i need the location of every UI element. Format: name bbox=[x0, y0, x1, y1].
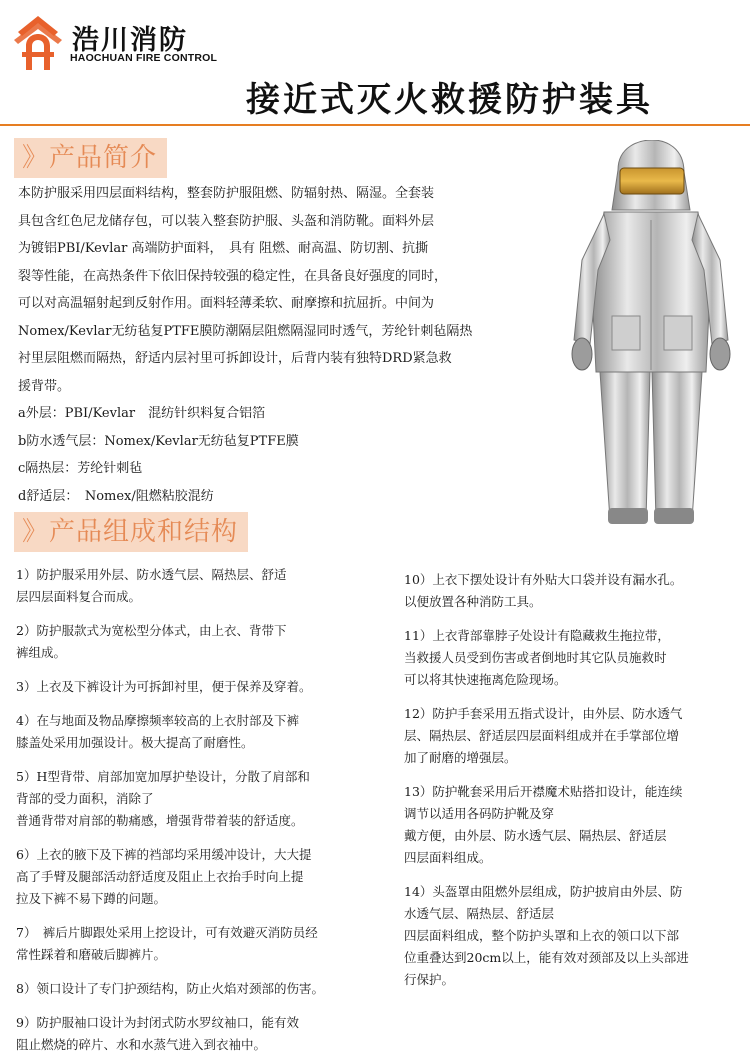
structure-item-line: 可以将其快速拖离危险现场。 bbox=[404, 672, 567, 687]
intro-line: 为镀铝PBI/Kevlar 高端防护面料， 具有 阻燃、耐高温、防切割、抗撕 bbox=[18, 241, 429, 256]
structure-item-line: 四层面料组成，整个防护头罩和上衣的领口以下部 bbox=[404, 928, 680, 943]
structure-item-line: 四层面料组成。 bbox=[404, 850, 492, 865]
intro-line: 具包含红色尼龙储存包，可以装入整套防护服、头盔和消防靴。面料外层 bbox=[18, 213, 435, 229]
structure-item-line: 4）在与地面及物品摩擦频率较高的上衣肘部及下裤 bbox=[16, 713, 299, 728]
structure-item-line: 8）领口设计了专门护颈结构，防止火焰对颈部的伤害。 bbox=[16, 981, 324, 996]
structure-item-line: 调节以适用各码防护靴及穿 bbox=[404, 806, 555, 821]
structure-item-line: 以便放置各种消防工具。 bbox=[404, 594, 542, 609]
brand-name-cn: 浩川消防 bbox=[72, 25, 188, 56]
material-membrane: b防水透气层：Nomex/Kevlar无纺毡复PTFE膜 bbox=[18, 433, 299, 449]
structure-item-line: 水透气层、隔热层、舒适层 bbox=[404, 906, 555, 921]
structure-item-line: 14）头盔罩由阻燃外层组成，防护披肩由外层、防 bbox=[404, 884, 683, 899]
structure-item-line: 11）上衣背部靠脖子处设计有隐藏救生拖拉带， bbox=[404, 628, 670, 643]
structure-item-line: 位重叠达到20cm以上，能有效对颈部及以上头部进 bbox=[404, 950, 689, 965]
intro-line: 衬里层阻燃而隔热，舒适内层衬里可拆卸设计，后背内装有独特DRD紧急救 bbox=[18, 351, 452, 366]
structure-item-line: 拉及下裤不易下蹲的问题。 bbox=[16, 891, 167, 906]
structure-item-line: 背部的受力面积，消除了 bbox=[16, 791, 154, 806]
protective-suit-image bbox=[560, 140, 740, 528]
intro-line: Nomex/Kevlar无纺毡复PTFE膜防潮隔层阻燃隔湿同时透气，芳纶针刺毡隔热 bbox=[18, 323, 473, 339]
intro-line: 本防护服采用四层面料结构，整套防护服阻燃、防辐射热、隔湿。全套装 bbox=[18, 186, 435, 201]
structure-item-line: 高了手臂及腿部活动舒适度及阻止上衣抬手时向上提 bbox=[16, 869, 304, 884]
structure-item-line: 行保护。 bbox=[404, 972, 455, 987]
flame-logo-icon bbox=[12, 12, 64, 72]
structure-item-line: 7） 裤后片脚跟处采用上挖设计，可有效避灭消防员经 bbox=[16, 925, 318, 940]
structure-item-line: 12）防护手套采用五指式设计，由外层、防水透气 bbox=[404, 706, 683, 721]
structure-item-line: 当救援人员受到伤害或者倒地时其它队员施救时 bbox=[404, 650, 667, 665]
structure-item-line: 1）防护服采用外层、防水透气层、隔热层、舒适 bbox=[16, 567, 287, 582]
material-insulation: c隔热层：芳纶针刺毡 bbox=[18, 461, 143, 476]
structure-item-line: 普通背带对肩部的勒痛感，增强背带着装的舒适度。 bbox=[16, 813, 304, 828]
structure-item-line: 膝盖处采用加强设计。极大提高了耐磨性。 bbox=[16, 735, 254, 750]
intro-body bbox=[18, 180, 472, 510]
intro-line: 援背带。 bbox=[18, 378, 71, 394]
structure-item-line: 裤组成。 bbox=[16, 645, 67, 660]
structure-item-line: 加了耐磨的增强层。 bbox=[404, 750, 517, 765]
brand-name-en: HAOCHUAN FIRE CONTROL bbox=[70, 52, 218, 64]
structure-item-line: 常性踩着和磨破后脚裤片。 bbox=[16, 947, 167, 962]
structure-item-line: 9）防护服袖口设计为封闭式防水罗纹袖口，能有效 bbox=[16, 1015, 299, 1030]
title-divider bbox=[0, 124, 750, 126]
material-comfort: d舒适层： Nomex/阻燃粘胶混纺 bbox=[18, 488, 214, 504]
structure-item-line: 6）上衣的腋下及下裤的裆部均采用缓冲设计，大大提 bbox=[16, 847, 312, 862]
structure-item-line: 10）上衣下摆处设计有外贴大口袋并设有漏水孔。 bbox=[404, 572, 683, 587]
intro-line: 可以对高温辐射起到反射作用。面料轻薄柔软、耐摩擦和抗屈折。中间为 bbox=[18, 296, 435, 311]
page-title: 接近式灭火救援防护装具 bbox=[246, 80, 653, 120]
structure-item-line: 层、隔热层、舒适层四层面料组成并在手掌部位增 bbox=[404, 728, 680, 743]
structure-item-line: 2）防护服款式为宽松型分体式，由上衣、背带下 bbox=[16, 623, 287, 638]
structure-heading: 》产品组成和结构 bbox=[14, 512, 248, 552]
intro-heading: 》产品简介 bbox=[14, 138, 167, 178]
structure-item-line: 13）防护靴套采用后开襟魔术贴搭扣设计，能连续 bbox=[404, 784, 683, 799]
structure-item-line: 阻止燃烧的碎片、水和水蒸气进入到衣袖中。 bbox=[16, 1037, 267, 1052]
structure-item-line: 5）H型背带、肩部加宽加厚护垫设计，分散了肩部和 bbox=[16, 769, 310, 784]
intro-line: 裂等性能，在高热条件下依旧保持较强的稳定性，在具备良好强度的同时， bbox=[18, 268, 448, 284]
structure-item-line: 层四层面料复合而成。 bbox=[16, 589, 142, 604]
structure-item-line: 戴方便，由外层、防水透气层、隔热层、舒适层 bbox=[404, 828, 667, 843]
material-outer: a外层：PBI/Kevlar 混纺针织料复合铝箔 bbox=[18, 406, 266, 421]
structure-right-column bbox=[404, 569, 689, 991]
brand-logo bbox=[12, 10, 218, 76]
structure-item-line: 3）上衣及下裤设计为可拆卸衬里，便于保养及穿着。 bbox=[16, 679, 312, 694]
structure-left-column bbox=[16, 564, 324, 1056]
